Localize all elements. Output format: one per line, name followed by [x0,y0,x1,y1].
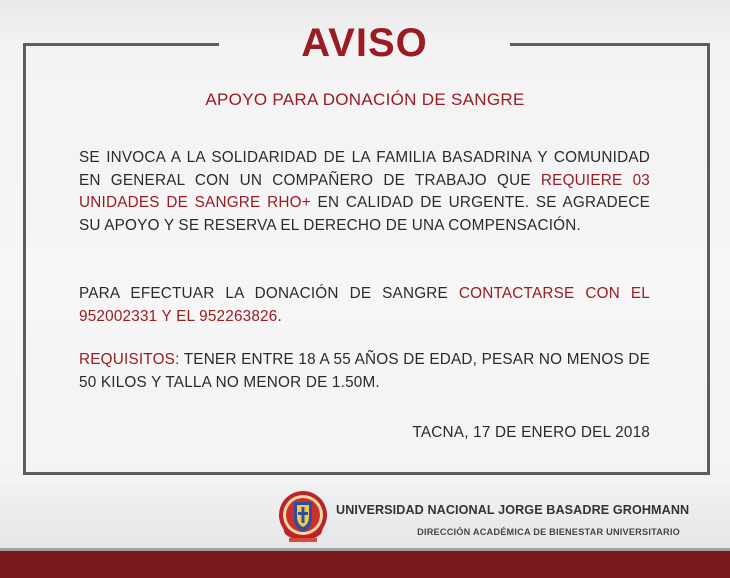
paragraph-solidarity-text-a: SE INVOCA A LA SOLIDARIDAD DE LA FAMILIA BASADRINA Y COMUNIDAD EN GENERAL CON UN COMPAÑERO DE TRABAJO QUE [79,149,650,189]
university-name: UNIVERSIDAD NACIONAL JORGE BASADRE GROHMANN [336,503,690,517]
department-name: DIRECCIÓN ACADÉMICA DE BIENESTAR UNIVERSITARIO [417,527,680,537]
frame-top-left-line [23,43,219,46]
date-line: TACNA, 17 DE ENERO DEL 2018 [412,424,650,441]
notice-subtitle: APOYO PARA DONACIÓN DE SANGRE [205,90,525,109]
paragraph-contact-text-a: PARA EFECTUAR LA DONACIÓN DE SANGRE [79,285,459,302]
paragraph-solidarity-text-b: EN CALIDAD DE URGENTE. SE AGRADECE SU APOYO Y SE RESERVA EL DERECHO DE UNA COMPENSACIÓN. [79,194,650,234]
notice-title: AVISO [301,21,428,65]
requirements-label: REQUISITOS: [79,351,180,368]
blood-requirement-highlight: REQUIERE 03 UNIDADES DE SANGRE RHO+ [79,171,650,211]
contact-phones-highlight: CONTACTARSE CON EL 952002331 Y EL 952263826 [79,285,650,325]
paragraph-requirements [79,349,650,394]
paragraph-contact-text-b: . [277,307,282,325]
requirements-text: TENER ENTRE 18 A 55 AÑOS DE EDAD, PESAR NO MENOS DE 50 KILOS Y TALLA NO MENOR DE 1.50M. [79,351,650,391]
paragraph-solidarity [79,147,650,237]
paragraph-contact [79,283,650,328]
university-seal-icon [277,488,329,546]
footer-bar [0,551,730,578]
frame-top-right-line [510,43,710,46]
